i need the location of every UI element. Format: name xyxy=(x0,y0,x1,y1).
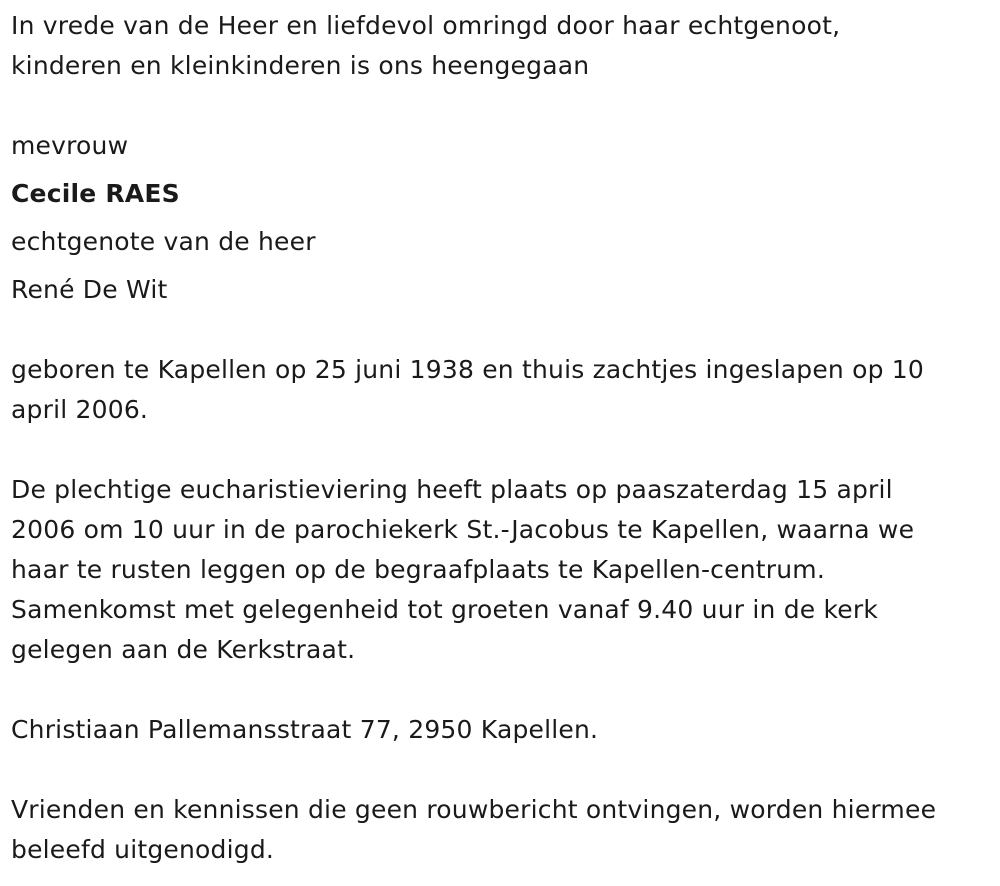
address-paragraph xyxy=(11,710,598,750)
ceremony-paragraph xyxy=(11,470,914,670)
intro-paragraph xyxy=(11,6,840,86)
invitation-line: Vrienden en kennissen die geen rouwbericht ontvingen, worden hiermee xyxy=(11,795,937,824)
invitation-paragraph xyxy=(11,790,936,870)
ceremony-line: De plechtige eucharistieviering heeft plaats op paaszaterdag 15 april xyxy=(11,475,893,504)
birth-death-paragraph xyxy=(11,350,924,430)
ceremony-line: Samenkomst met gelegenheid tot groeten vanaf 9.40 uur in de kerk xyxy=(11,595,879,624)
ceremony-line: gelegen aan de Kerkstraat. xyxy=(11,635,356,664)
intro-line: kinderen en kleinkinderen is ons heengegaan xyxy=(11,51,590,80)
intro-line: In vrede van de Heer en liefdevol omringd door haar echtgenoot, xyxy=(11,11,841,40)
salutation: mevrouw xyxy=(11,131,129,160)
address-line: Christiaan Pallemansstraat 77, 2950 Kapellen. xyxy=(11,715,599,744)
birth-death-line: geboren te Kapellen op 25 juni 1938 en thuis zachtjes ingeslapen op 10 xyxy=(11,355,925,384)
ceremony-line: haar te rusten leggen op de begraafplaats te Kapellen-centrum. xyxy=(11,555,825,584)
relation-text: echtgenote van de heer xyxy=(11,227,316,256)
birth-death-line: april 2006. xyxy=(11,395,149,424)
invitation-line: beleefd uitgenodigd. xyxy=(11,835,275,864)
spouse-name: René De Wit xyxy=(11,275,168,304)
ceremony-line: 2006 om 10 uur in de parochiekerk St.-Jacobus te Kapellen, waarna we xyxy=(11,515,915,544)
deceased-name: Cecile RAES xyxy=(11,179,180,208)
